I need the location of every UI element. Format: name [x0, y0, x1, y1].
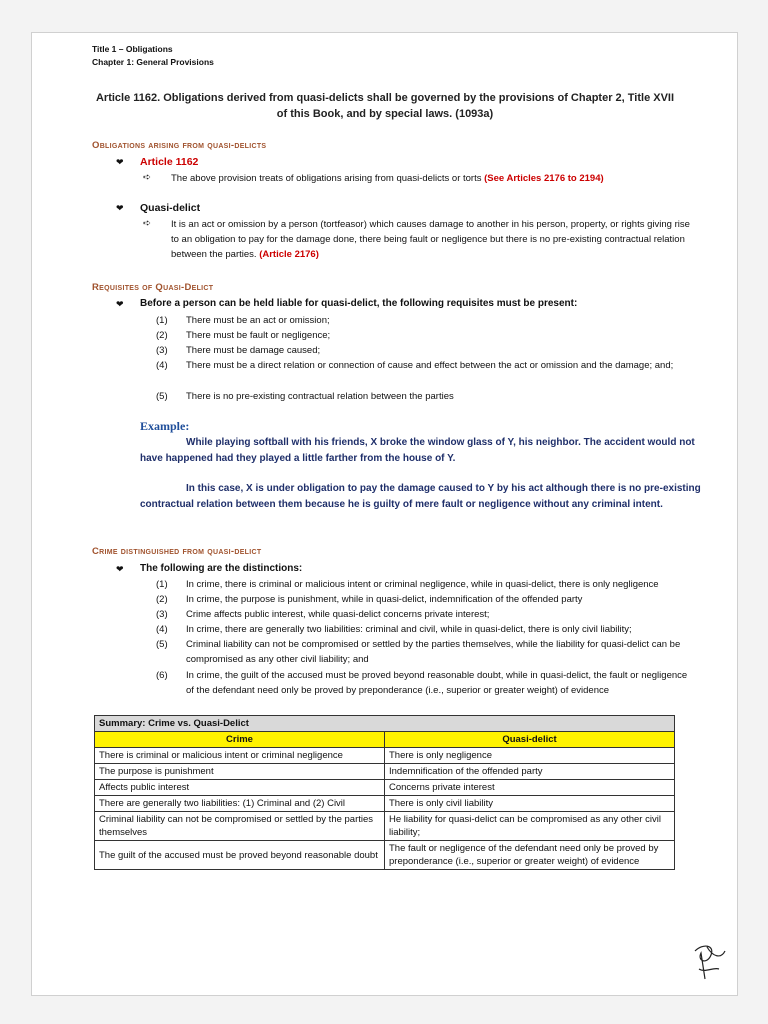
- sub-arrow-icon: ➪: [143, 218, 151, 229]
- table-row: [95, 812, 675, 841]
- article-1162-note: The above provision treats of obligations arising from quasi-delicts or torts (See Articles 2176 to 2194): [171, 173, 604, 184]
- article-1162-text: Article 1162. Obligations derived from quasi-delicts shall be governed by the provisions of Chapter 2, Title XVII of this Book, and by special laws. (1093a): [95, 92, 675, 120]
- section-heading-quasi-delicts: Obligations arising from quasi-delicts: [92, 140, 267, 151]
- column-header-crime: Crime: [95, 732, 385, 748]
- table-cell: Affects public interest: [95, 780, 385, 796]
- table-row: [95, 796, 675, 812]
- table-cell: Concerns private interest: [385, 780, 675, 796]
- table-cell: Indemnification of the offended party: [385, 764, 675, 780]
- table-cell: He liability for quasi-delict can be compromised as any other civil liability;: [385, 812, 675, 841]
- bullet-heart-icon: ❤: [116, 564, 124, 574]
- table-row: [95, 764, 675, 780]
- summary-table-title: Summary: Crime vs. Quasi-Delict: [95, 716, 675, 732]
- table-row: [95, 841, 675, 870]
- table-cell: There is only negligence: [385, 748, 675, 764]
- bullet-heart-icon: ❤: [116, 157, 124, 167]
- distinctions-lead: The following are the distinctions:: [140, 563, 303, 574]
- table-cell: There are generally two liabilities: (1) Criminal and (2) Civil: [95, 796, 385, 812]
- table-cell: Criminal liability can not be compromised or settled by the parties themselves: [95, 812, 385, 841]
- signature-mark: [685, 939, 729, 987]
- bullet-heart-icon: ❤: [116, 299, 124, 309]
- sub-arrow-icon: ➪: [143, 172, 151, 183]
- section-heading-requisites: Requisites of Quasi-Delict: [92, 282, 214, 293]
- table-row: [95, 780, 675, 796]
- bullet-heart-icon: ❤: [116, 203, 124, 213]
- chapter-title: Chapter 1: General Provisions: [92, 57, 214, 67]
- column-header-quasi-delict: Quasi-delict: [385, 732, 675, 748]
- bullet-quasi-delict: Quasi-delict: [140, 202, 201, 214]
- requisites-lead: Before a person can be held liable for quasi-delict, the following requisites must be present:: [140, 298, 578, 309]
- table-cell: The fault or negligence of the defendant need only be proved by preponderance (i.e., superior or greater weight) of evidence: [385, 841, 675, 870]
- table-cell: There is criminal or malicious intent or criminal negligence: [95, 748, 385, 764]
- table-cell: The purpose is punishment: [95, 764, 385, 780]
- table-row: [95, 748, 675, 764]
- document-page: Title 1 – Obligations Chapter 1: General Provisions Article 1162. Obligations derived from quasi-delicts shall be governed by the provisions of Chapter 2, Title XVII of this Book, and by special laws. (1093a) Obligations arising from quasi-delicts ❤ Article 1162 ➪ The above provision treats of obligations arising from quasi-delicts or torts (See Articles 2176 to 2194) ❤ Quasi-delict ➪ It is an act or omission by a person (tortfeasor) which causes damage to another in his person, property, or rights giving rise to an obligation to pay for the damage done, there being fault or negligence but there is no pre-existing contractual relation between the parties. (Article 2176) Requisites of Quasi-Delict ❤ Before a person can be held liable for quasi-delict, the following requisites must be present: (1) There must be an act or omission; (2) There must be fault or negligence; (3) There must be damage caused; (4) There must be a direct relation or connection of cause and effect between the act or omission and the damage; and; (5) There is no pre-existing contractual relation between the parties Example: While playing softball with his friends, X broke the window glass of Y, his neighbor. The accident would not have happened had they played a little farther from the house of Y. In this case, X is under obligation to pay the damage caused to Y by his act although there is no pre-existing contractual relation between them because he is guilty of mere fault or negligence without any criminal intent. Crime distinguished from quasi-delict ❤ The following are the distinctions: (1) In crime, there is criminal or malicious intent or criminal negligence, while in quasi-delict, there is only negligence (2) In crime, the purpose is punishment, while in quasi-delict, indemnification of the offended party (3) Crime affects public interest, while quasi-delict concerns private interest; (4) In crime, there are generally two liabilities: criminal and civil, while in quasi-delict, there is only civil liability; (5) Criminal liability can not be compromised or settled by the parties themselves, while the liability for quasi-delict can be compromised as any other civil liability; and (6) In crime, the guilt of the accused must be proved beyond reasonable doubt, while in quasi-delict, the fault or negligence of the defendant need only be proved by preponderance (i.e., superior or greater weight) of evidence Summary: Crime vs. Quasi-Delict Crime Quasi-delict There is criminal or malicious intent or criminal negligence There is only negligence The purpose is punishment Indemnification of the offended party Affects public interest Concerns private interest There are generally two liabilities: (1) Criminal and (2) Civil There is only civil liability Criminal liability can not be compromised or settled by the parties themselves He liability for quasi-delict can be compromised as any other civil liability; The guilt of the accused must be proved beyond reasonable doubt The fault or negligence of the defendant need only be proved by preponderance (i.e., superior or greater weight) of evidence: [31, 32, 738, 996]
- table-cell: There is only civil liability: [385, 796, 675, 812]
- quasi-delict-definition: It is an act or omission by a person (tortfeasor) which causes damage to another in his person, property, or rights giving rise to an obligation to pay for the damage done, there being fault or negligence but there is no pre-existing contractual relation between the parties. (Article 2176): [171, 219, 690, 260]
- document-title: Title 1 – Obligations: [92, 44, 173, 54]
- example-paragraph-1: While playing softball with his friends, X broke the window glass of Y, his neighbor. The accident would not have happened had they played a little farther from the house of Y.: [140, 437, 695, 464]
- bullet-article-1162: Article 1162: [140, 156, 199, 168]
- table-cell: The guilt of the accused must be proved beyond reasonable doubt: [95, 841, 385, 870]
- section-heading-crime-distinguished: Crime distinguished from quasi-delict: [92, 546, 262, 557]
- example-heading: Example:: [140, 419, 190, 433]
- example-paragraph-2: In this case, X is under obligation to pay the damage caused to Y by his act although there is no pre-existing contractual relation between them because he is guilty of mere fault or negligence without any criminal intent.: [140, 483, 701, 510]
- summary-table: [94, 715, 675, 870]
